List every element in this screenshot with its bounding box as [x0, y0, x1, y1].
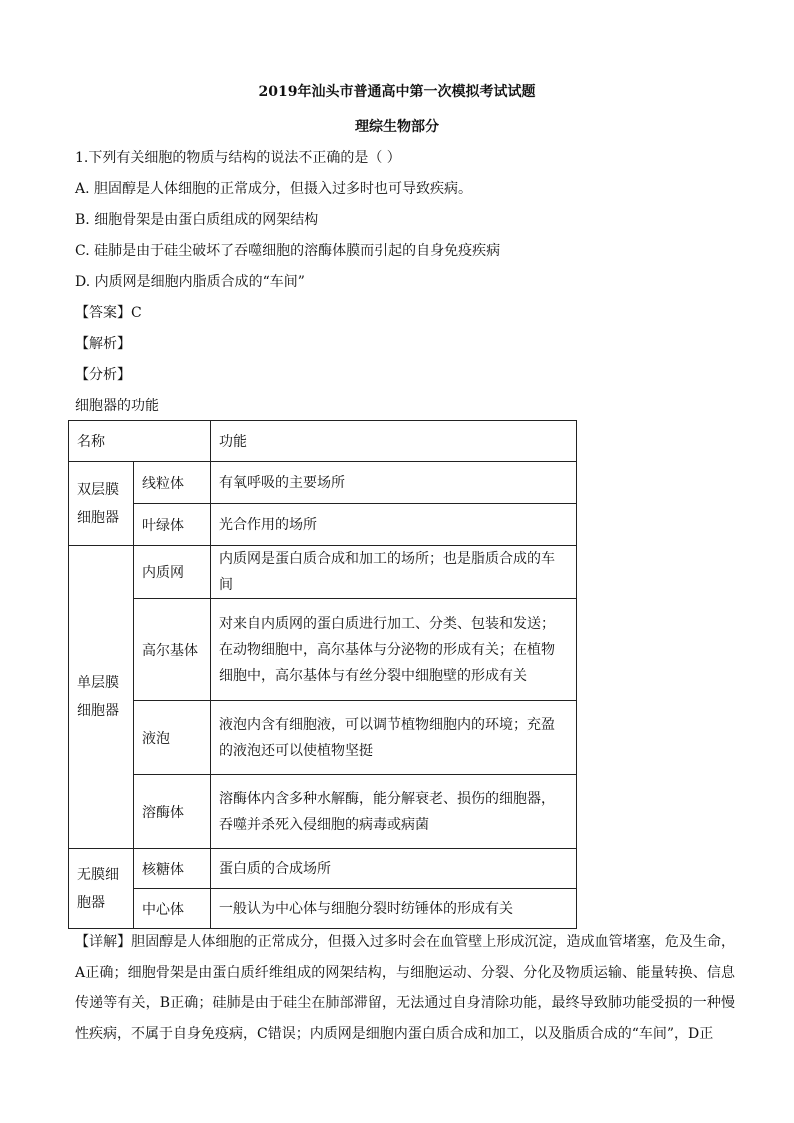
- organelle-name: 线粒体: [134, 462, 211, 504]
- table-header-row: [69, 421, 577, 462]
- organelle-name: 叶绿体: [134, 504, 211, 546]
- organelle-name: 溶酶体: [134, 775, 211, 849]
- exam-title: 2019年汕头市普通高中第一次模拟考试试题: [258, 84, 536, 100]
- table-row: [69, 546, 577, 599]
- header-function: 功能: [211, 421, 577, 462]
- organelle-name: 中心体: [134, 889, 211, 929]
- answer-line: 【答案】C: [75, 305, 142, 321]
- option-b: B. 细胞骨架是由蛋白质组成的网架结构: [75, 212, 319, 228]
- table-row: [69, 599, 577, 701]
- category-cell: 单层膜细胞器: [69, 546, 134, 849]
- organelle-function: 液泡内含有细胞液，可以调节植物细胞内的环境；充盈的液泡还可以使植物坚挺: [211, 701, 577, 775]
- organelle-function: 对来自内质网的蛋白质进行加工、分类、包装和发送；在动物细胞中，高尔基体与分泌物的形成有关；在植物细胞中，高尔基体与有丝分裂中细胞壁的形成有关: [211, 599, 577, 701]
- category-cell: 双层膜细胞器: [69, 462, 134, 546]
- organelle-function-table: [68, 420, 577, 929]
- organelle-function: 光合作用的场所: [211, 504, 577, 546]
- table-row: [69, 462, 577, 504]
- question-stem: 1.下列有关细胞的物质与结构的说法不正确的是（ ）: [75, 150, 401, 166]
- table-row: [69, 889, 577, 929]
- organelle-name: 高尔基体: [134, 599, 211, 701]
- organelle-name: 核糖体: [134, 849, 211, 889]
- table-row: [69, 701, 577, 775]
- table-caption: 细胞器的功能: [75, 398, 159, 414]
- organelle-function: 蛋白质的合成场所: [211, 849, 577, 889]
- organelle-function: 溶酶体内含多种水解酶，能分解衰老、损伤的细胞器，吞噬并杀死入侵细胞的病毒或病菌: [211, 775, 577, 849]
- organelle-function: 一般认为中心体与细胞分裂时纺锤体的形成有关: [211, 889, 577, 929]
- organelle-name: 液泡: [134, 701, 211, 775]
- detail-paragraph: 【详解】胆固醇是人体细胞的正常成分，但摄入过多时会在血管壁上形成沉淀，造成血管堵塞，危及生命，A正确；细胞骨架是由蛋白质纤维组成的网架结构，与细胞运动、分裂、分化及物质运输、能量转换、信息传递等有关，B正确；硅肺是由于硅尘在肺部滞留，无法通过自身清除功能，最终导致肺功能受损的一种慢性疾病，不属于自身免疫病，C错误；内质网是细胞内蛋白质合成和加工，以及脂质合成的“车间”，D正: [75, 934, 735, 1042]
- subanalysis-heading: 【分析】: [75, 367, 131, 383]
- option-c: C. 硅肺是由于硅尘破坏了吞噬细胞的溶酶体膜而引起的自身免疫疾病: [75, 243, 501, 259]
- table-row: [69, 849, 577, 889]
- category-cell: 无膜细胞器: [69, 849, 134, 929]
- table-row: [69, 775, 577, 849]
- exam-subtitle: 理综生物部分: [355, 119, 439, 135]
- organelle-function: 有氧呼吸的主要场所: [211, 462, 577, 504]
- organelle-name: 内质网: [134, 546, 211, 599]
- analysis-heading: 【解析】: [75, 336, 131, 352]
- organelle-function: 内质网是蛋白质合成和加工的场所；也是脂质合成的车间: [211, 546, 577, 599]
- option-d: D. 内质网是细胞内脂质合成的“车间”: [75, 274, 305, 290]
- table-row: [69, 504, 577, 546]
- option-a: A. 胆固醇是人体细胞的正常成分，但摄入过多时也可导致疾病。: [75, 181, 473, 197]
- header-name: 名称: [69, 421, 211, 462]
